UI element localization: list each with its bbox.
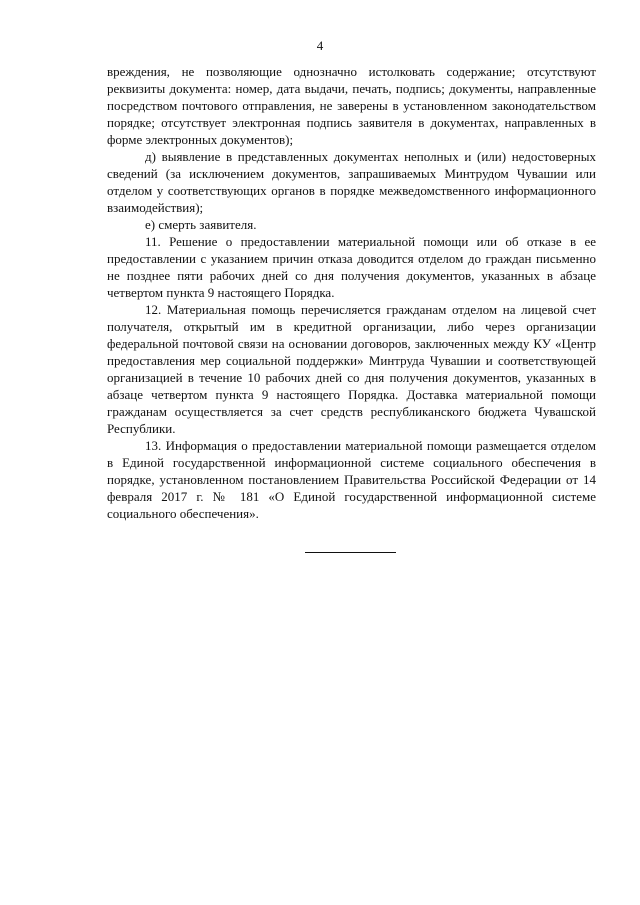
paragraph-continuation: вреждения, не позволяющие однозначно истолковать содержание; отсутствуют реквизиты документа: номер, дата выдачи, печать, подпись; документы, направленные посредством почтового отправления, не заверены в установленном законодательством порядке; отсутствует электронная подпись заявителя в документах, направленных в форме электронных документов);	[107, 64, 596, 147]
paragraph-12: 12. Материальная помощь перечисляется гражданам отделом на лицевой счет получателя, открытый им в кредитной организации, либо через организации федеральной почтовой связи на основании договоров, заключенных между КУ «Центр предоставления мер социальной поддержки» Минтруда Чувашии и соответствующей организацией в течение 10 рабочих дней со дня получения документов, указанных в абзаце четвертом пункта 9 настоящего Порядка. Доставка материальной помощи гражданам осуществляется за счет средств республиканского бюджета Чувашской Республики.	[107, 302, 596, 436]
end-of-document-rule	[305, 552, 396, 553]
paragraph-13: 13. Информация о предоставлении материальной помощи размещается отделом в Единой государственной информационной системе социального обеспечения в порядке, установленном постановлением Правительства Российской Федерации от 14 февраля 2017 г. № 181 «О Единой государственной информационной системе социального обеспечения».	[107, 438, 596, 521]
page-number: 4	[316, 38, 324, 53]
document-body	[107, 63, 596, 522]
paragraph-item-e: е) смерть заявителя.	[145, 217, 257, 232]
paragraph-11: 11. Решение о предоставлении материальной помощи или об отказе в ее предоставлении с указанием причин отказа доводится отделом до граждан письменно не позднее пяти рабочих дней со дня получения документов, указанных в абзаце четвертом пункта 9 настоящего Порядка.	[107, 234, 596, 300]
paragraph-item-d: д) выявление в представленных документах неполных и (или) недостоверных сведений (за исключением документов, запрашиваемых Минтрудом Чувашии или отделом у соответствующих органов в порядке межведомственного информационного взаимодействия);	[107, 149, 596, 215]
